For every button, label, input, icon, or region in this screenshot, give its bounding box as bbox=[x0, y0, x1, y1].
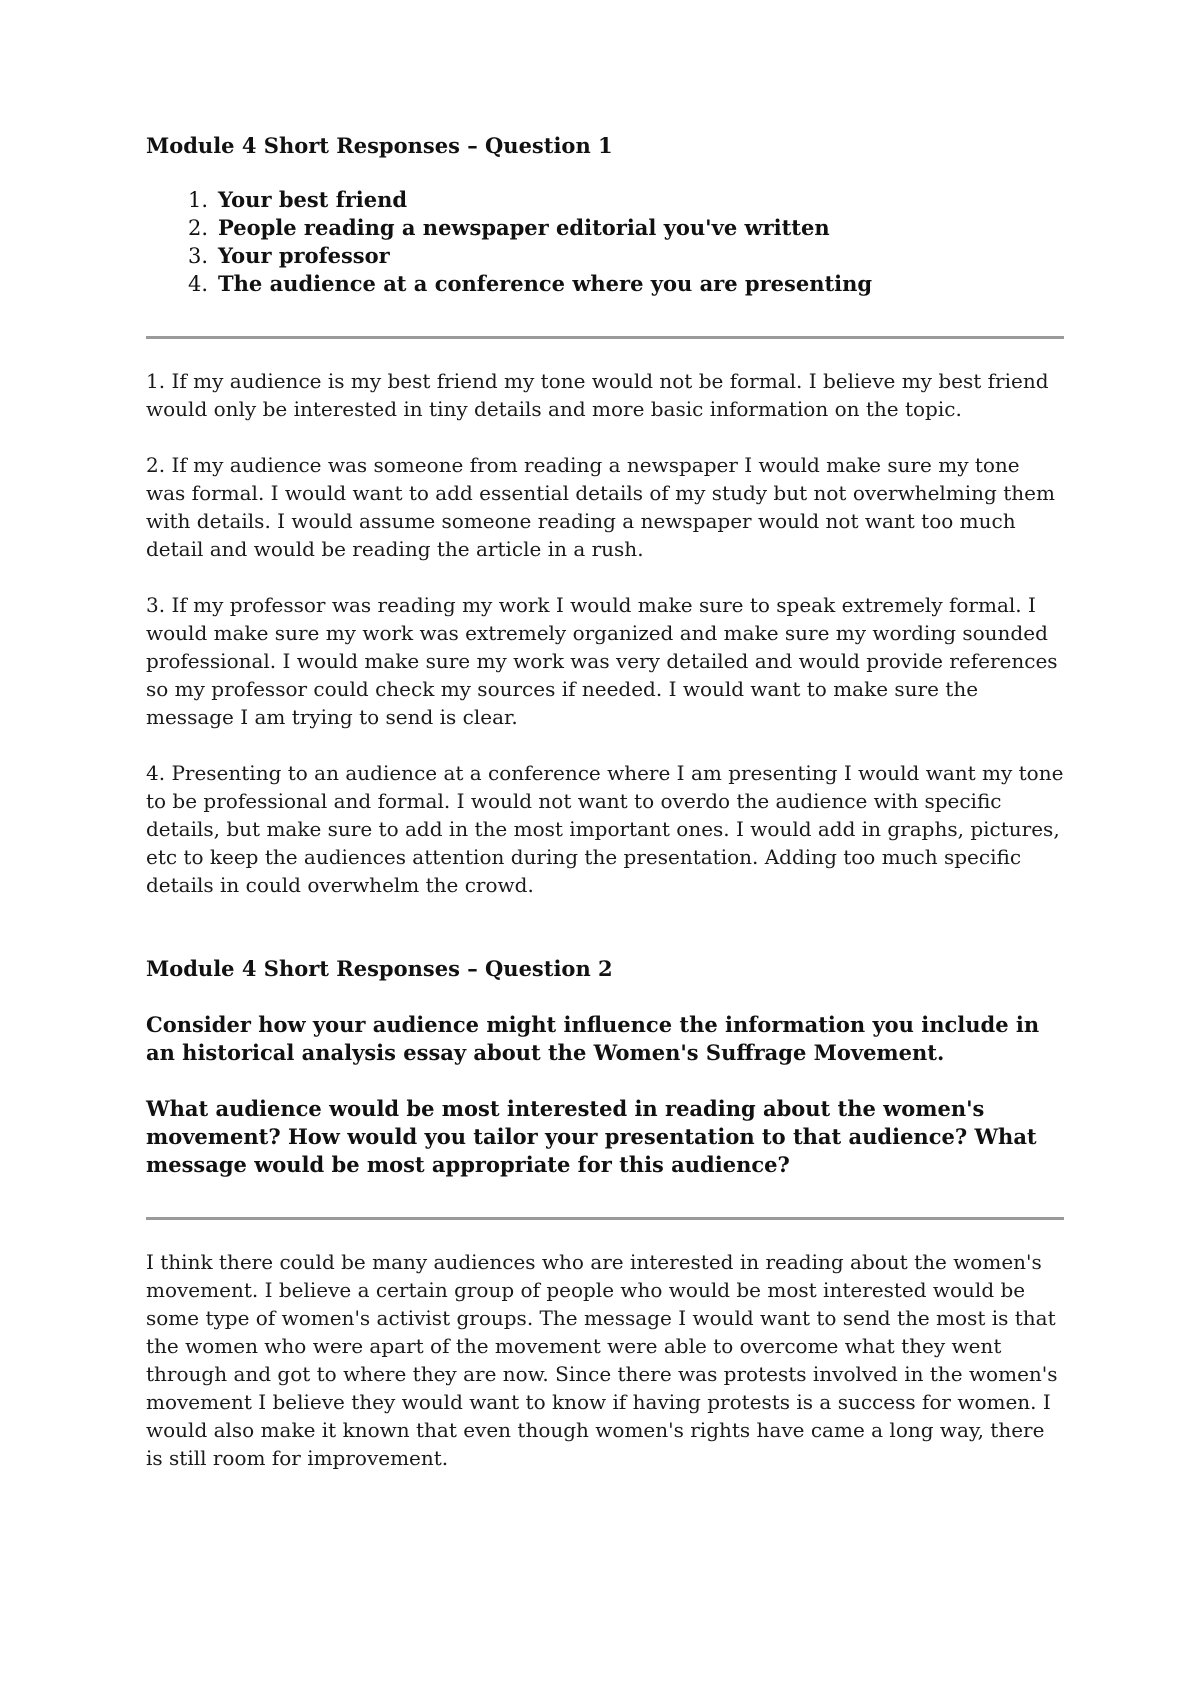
audience-item bbox=[146, 214, 1064, 242]
audience-item-text: Your best friend bbox=[218, 187, 408, 212]
answer-paragraph: 4. Presenting to an audience at a conference where I am presenting I would want my tone to be professional and formal. I would not want to overdo the audience with specific details, but make sure to add in the most important ones. I would add in graphs, pictures, etc to keep the audiences attention during the presentation. Adding too much specific details in could overwhelm the crowd. bbox=[146, 761, 1064, 897]
horizontal-divider bbox=[146, 336, 1064, 339]
answer-paragraph: 3. If my professor was reading my work I would make sure to speak extremely formal. I would make sure my work was extremely organized and make sure my wording sounded professional. I would make sure my work was very detailed and would provide references so my professor could check my sources if needed. I would want to make sure the message I am trying to send is clear. bbox=[146, 593, 1058, 729]
audience-item bbox=[146, 186, 1064, 214]
audience-item-text: Your professor bbox=[218, 243, 390, 268]
audience-item-number: 3. bbox=[188, 244, 209, 268]
audience-item-number: 1. bbox=[188, 188, 209, 212]
question-2-prompt: What audience would be most interested in reading about the women's movement? How would you tailor your presentation to that audience? What message would be most appropriate for this audience? bbox=[146, 1096, 1037, 1177]
question-2-heading: Module 4 Short Responses – Question 2 bbox=[146, 956, 613, 981]
answer-paragraph: 2. If my audience was someone from reading a newspaper I would make sure my tone was formal. I would want to add essential details of my study but not overwhelming them with details. I would assume someone reading a newspaper would not want too much detail and would be reading the article in a rush. bbox=[146, 453, 1055, 561]
audience-item bbox=[146, 242, 1064, 270]
audience-item-text: The audience at a conference where you are presenting bbox=[218, 271, 873, 296]
audience-list bbox=[146, 186, 1064, 298]
answer-paragraph: 1. If my audience is my best friend my tone would not be formal. I believe my best friend would only be interested in tiny details and more basic information on the topic. bbox=[146, 369, 1049, 421]
audience-item-text: People reading a newspaper editorial you've written bbox=[218, 215, 830, 240]
question-2-prompt: Consider how your audience might influence the information you include in an historical analysis essay about the Women's Suffrage Movement. bbox=[146, 1012, 1040, 1065]
audience-item bbox=[146, 270, 1064, 298]
audience-item-number: 2. bbox=[188, 216, 209, 240]
document-page bbox=[146, 132, 1064, 1472]
answer-paragraph: I think there could be many audiences who are interested in reading about the women's movement. I believe a certain group of people who would be most interested would be some type of women's activist groups. The message I would want to send the most is that the women who were apart of the movement were able to overcome what they went through and got to where they are now. Since there was protests involved in the women's movement I believe they would want to know if having protests is a success for women. I would also make it known that even though women's rights have came a long way, there is still room for improvement. bbox=[146, 1250, 1058, 1470]
horizontal-divider bbox=[146, 1217, 1064, 1220]
audience-item-number: 4. bbox=[188, 272, 209, 296]
question-1-heading: Module 4 Short Responses – Question 1 bbox=[146, 133, 613, 158]
